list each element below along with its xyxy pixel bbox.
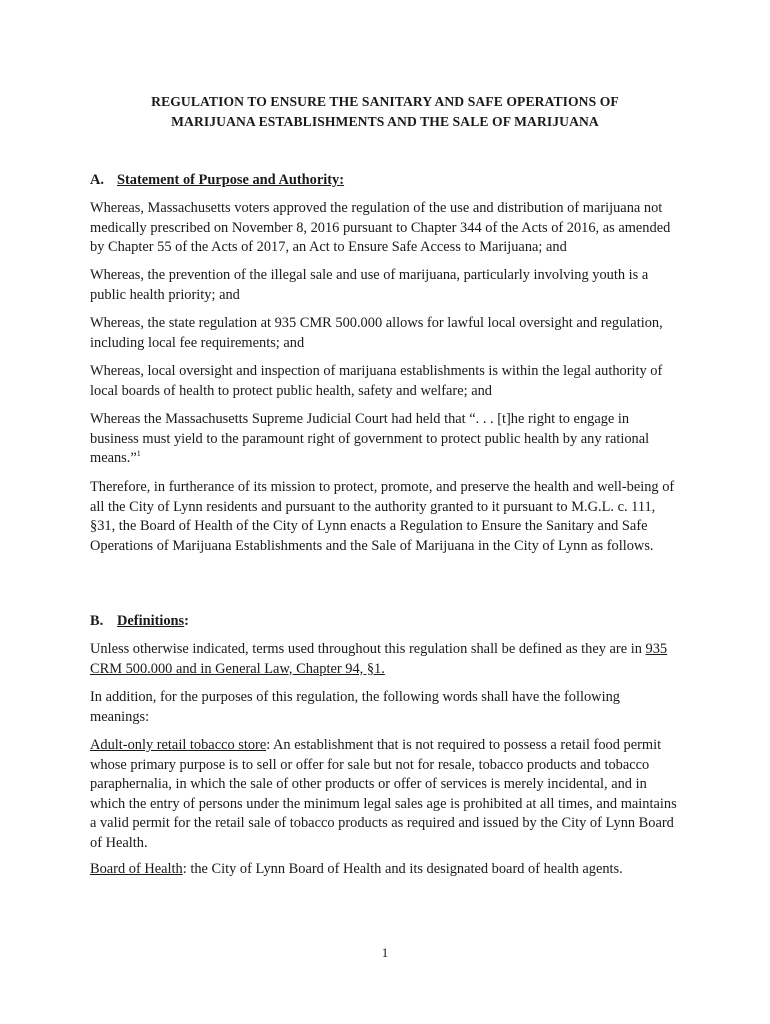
- whereas-court-paragraph: [90, 410, 680, 469]
- whereas-court-text: Whereas the Massachusetts Supreme Judicial Court had held that “. . . [t]he right to engage in business must yield to the paramount right of government to protect public health by any rational means.”: [90, 411, 650, 467]
- title-line-2: MARIJUANA ESTABLISHMENTS AND THE SALE OF MARIJUANA: [171, 114, 599, 129]
- whereas-local-oversight-paragraph: Whereas, local oversight and inspection of marijuana establishments is within the legal authority of local boards of health to protect public health, safety and welfare; and: [90, 363, 663, 399]
- footnote-marker[interactable]: 1: [136, 449, 141, 459]
- section-a-letter: A.: [90, 172, 104, 188]
- section-b-title: Definitions: [117, 613, 185, 629]
- page-number: 1: [381, 945, 389, 960]
- definition-term: Board of Health: [90, 861, 183, 877]
- section-a-title: Statement of Purpose and Authority:: [117, 172, 345, 188]
- whereas-voters-paragraph: Whereas, Massachusetts voters approved the regulation of the use and distribution of marijuana not medically prescribed on November 8, 2016 pursuant to Chapter 344 of the Acts of 2016, as amended by Chapter 55 of the Acts of 2017, an Act to Ensure Safe Access to Marijuana; and: [90, 200, 671, 256]
- whereas-prevention-paragraph: Whereas, the prevention of the illegal sale and use of marijuana, particularly involving youth is a public health priority; and: [90, 267, 649, 303]
- definition-board-of-health: [90, 860, 680, 880]
- document-title: [90, 92, 680, 132]
- definition-text: An establishment that is not required to possess a retail food permit whose primary purpose is to sell or offer for sale but not for resale, tobacco products and tobacco paraphernalia, in which the sale of other products or offer of services is merely incidental, and in which the entry of persons under the minimum legal sales age is prohibited at all times, and maintains a valid permit for the retail sale of tobacco products as required and issued by the City of Lynn Board of Health.: [90, 737, 677, 851]
- definition-separator: :: [182, 861, 187, 877]
- in-addition-paragraph: In addition, for the purposes of this regulation, the following words shall have the following meanings:: [90, 689, 620, 725]
- section-b-letter: B.: [90, 613, 104, 629]
- section-a-heading: [90, 170, 344, 190]
- whereas-state-regulation-paragraph: Whereas, the state regulation at 935 CMR 500.000 allows for lawful local oversight and regulation, including local fee requirements; and: [90, 315, 663, 351]
- definition-separator: :: [266, 737, 271, 753]
- therefore-paragraph: Therefore, in furtherance of its mission to protect, promote, and preserve the health and well-being of all the City of Lynn residents and pursuant to the authority granted to it pursuant to M.G.L. c. 111, §31, the Board of Health of the City of Lynn enacts a Regulation to Ensure the Sanitary and Safe Operations of Marijuana Establishments and the Sale of Marijuana in the City of Lynn as follows.: [90, 479, 675, 554]
- title-line-1: REGULATION TO ENSURE THE SANITARY AND SAFE OPERATIONS OF: [151, 94, 619, 109]
- definitions-intro-text: Unless otherwise indicated, terms used throughout this regulation shall be defined as they are in: [90, 641, 646, 657]
- definition-term: Adult-only retail tobacco store: [90, 737, 267, 753]
- definition-text: the City of Lynn Board of Health and its designated board of health agents.: [186, 861, 623, 877]
- section-b-heading: [90, 611, 189, 631]
- section-b-colon: :: [184, 613, 189, 629]
- definitions-intro-paragraph: [90, 640, 680, 679]
- definitions-reference-link[interactable]: 935 CRM 500.000 and in General Law, Chapter 94, §1.: [90, 641, 668, 677]
- definition-adult-only-retail-tobacco-store: [90, 736, 680, 854]
